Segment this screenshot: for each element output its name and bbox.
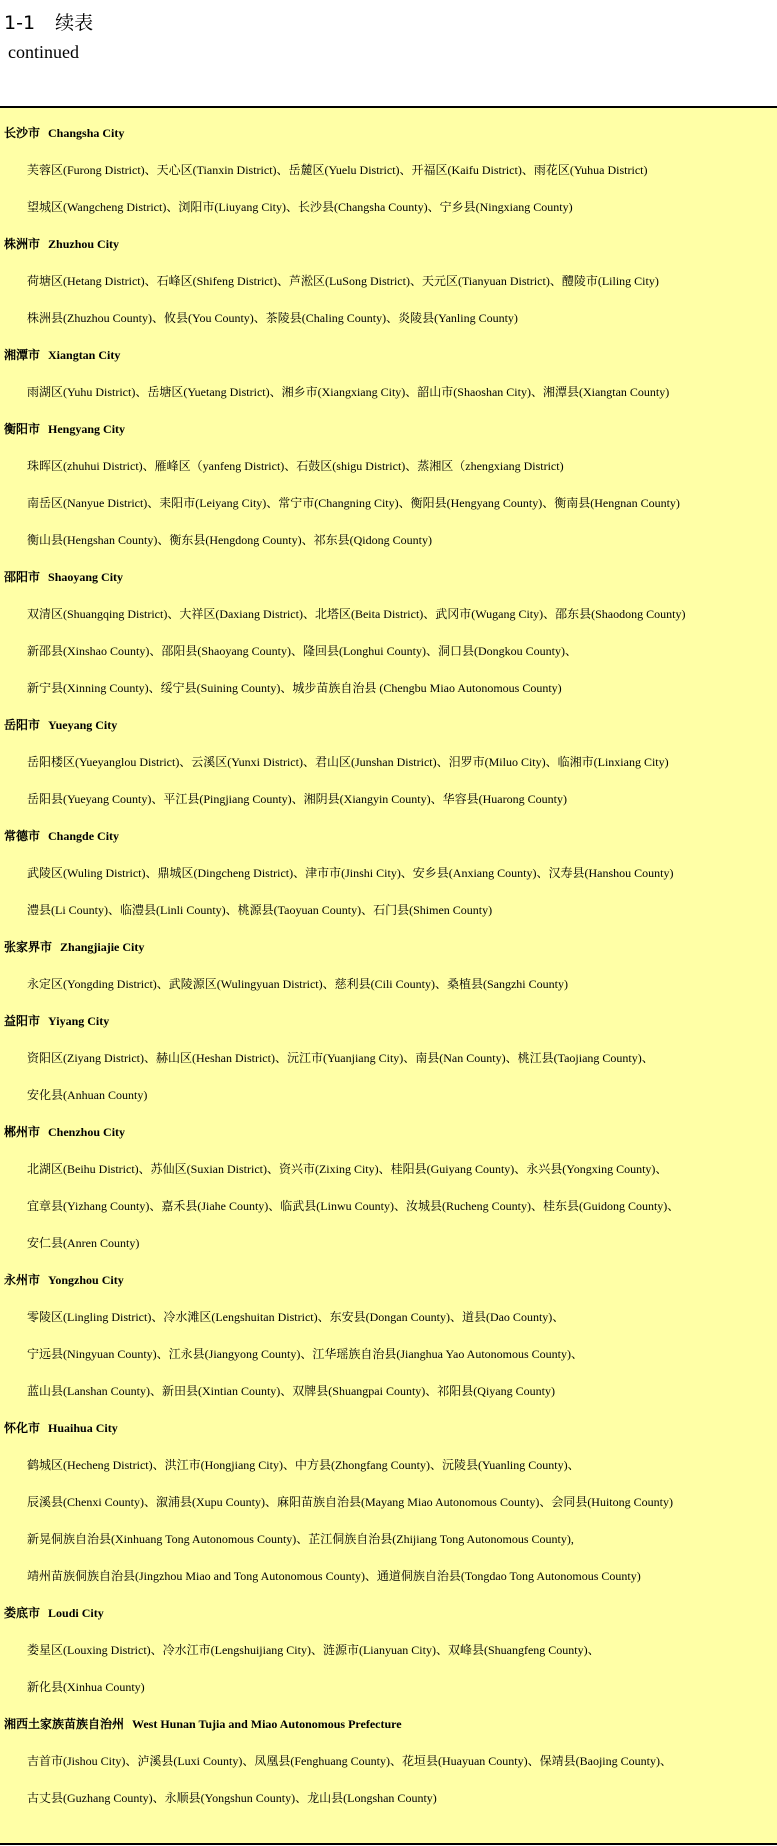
city-name-zh: 岳阳市 (4, 718, 41, 732)
district-list-line: 靖州苗族侗族自治县(Jingzhou Miao and Tong Autonomous County)、通道侗族自治县(Tongdao Tong Autonomous County) (27, 1569, 641, 1583)
district-list-line: 蓝山县(Lanshan County)、新田县(Xintian County)、双牌县(Shuangpai County)、祁阳县(Qiyang County) (27, 1384, 555, 1398)
district-list-line: 宜章县(Yizhang County)、嘉禾县(Jiahe County)、临武县(Linwu County)、汝城县(Rucheng County)、桂东县(Guidong County)、 (27, 1199, 680, 1213)
city-heading (4, 1709, 773, 1746)
city-name-zh: 湘潭市 (4, 348, 41, 362)
district-list-line: 新晃侗族自治县(Xinhuang Tong Autonomous County)、芷江侗族自治县(Zhijiang Tong Autonomous County), (27, 1532, 574, 1546)
city-name-zh: 邵阳市 (4, 570, 41, 584)
city-name-en: Yongzhou City (48, 1273, 124, 1287)
city-heading (4, 229, 773, 266)
city-name-en: Shaoyang City (48, 570, 124, 584)
district-list-line: 鹤城区(Hecheng District)、洪江市(Hongjiang City)、中方县(Zhongfang County)、沅陵县(Yuanling County)、 (27, 1458, 580, 1472)
district-list-line: 永定区(Yongding District)、武陵源区(Wulingyuan District)、慈利县(Cili County)、桑植县(Sangzhi County) (27, 977, 568, 991)
city-heading (4, 1598, 773, 1635)
district-list-line: 资阳区(Ziyang District)、赫山区(Heshan District)、沅江市(Yuanjiang City)、南县(Nan County)、桃江县(Taojiang County)、 (27, 1051, 654, 1065)
city-name-zh: 常德市 (4, 829, 41, 843)
district-list-line: 宁远县(Ningyuan County)、江永县(Jiangyong County)、江华瑶族自治县(Jianghua Yao Autonomous County)、 (27, 1347, 583, 1361)
city-heading (4, 1006, 773, 1043)
city-name-en: Changsha City (48, 126, 125, 140)
city-heading (4, 414, 773, 451)
city-name-zh: 怀化市 (4, 1421, 41, 1435)
district-list-line: 雨湖区(Yuhu District)、岳塘区(Yuetang District)、湘乡市(Xiangxiang City)、韶山市(Shaoshan City)、湘潭县(Xiangtan County) (27, 385, 670, 399)
district-list-line: 南岳区(Nanyue District)、耒阳市(Leiyang City)、常宁市(Changning City)、衡阳县(Hengyang County)、衡南县(Hengnan County) (27, 496, 680, 510)
city-name-en: Yueyang City (48, 718, 118, 732)
city-name-zh: 永州市 (4, 1273, 41, 1287)
district-list-line: 古丈县(Guzhang County)、永顺县(Yongshun County)、龙山县(Longshan County) (27, 1791, 437, 1805)
district-list-line: 安仁县(Anren County) (27, 1236, 140, 1250)
region-table (0, 106, 777, 1845)
city-name-en: Chenzhou City (48, 1125, 126, 1139)
city-name-en: Xiangtan City (48, 348, 121, 362)
district-list-line: 株洲县(Zhuzhou County)、攸县(You County)、茶陵县(Chaling County)、炎陵县(Yanling County) (27, 311, 518, 325)
city-name-zh: 株洲市 (4, 237, 41, 251)
district-list-line: 新邵县(Xinshao County)、邵阳县(Shaoyang County)、隆回县(Longhui County)、洞口县(Dongkou County)、 (27, 644, 577, 658)
city-name-en: Hengyang City (48, 422, 126, 436)
district-list-line: 岳阳楼区(Yueyanglou District)、云溪区(Yunxi District)、君山区(Junshan District)、汨罗市(Miluo City)、临湘市(Linxiang City) (27, 755, 669, 769)
district-list-line: 芙蓉区(Furong District)、天心区(Tianxin District)、岳麓区(Yuelu District)、开福区(Kaifu District)、雨花区(Yuhua District) (27, 163, 648, 177)
city-heading (4, 1265, 773, 1302)
city-name-en: Zhuzhou City (48, 237, 120, 251)
city-heading (4, 118, 773, 155)
district-list-line: 澧县(Li County)、临澧县(Linli County)、桃源县(Taoyuan County)、石门县(Shimen County) (27, 903, 493, 917)
city-heading (4, 562, 773, 599)
district-list-line: 衡山县(Hengshan County)、衡东县(Hengdong County)、祁东县(Qidong County) (27, 533, 432, 547)
city-heading (4, 932, 773, 969)
city-name-zh: 益阳市 (4, 1014, 41, 1028)
region-list (4, 118, 773, 1820)
table-subtitle: continued (8, 42, 79, 62)
table-title (4, 8, 93, 35)
city-heading (4, 1117, 773, 1154)
city-name-zh: 长沙市 (4, 126, 41, 140)
city-name-zh: 衡阳市 (4, 422, 41, 436)
district-list-line: 吉首市(Jishou City)、泸溪县(Luxi County)、凤凰县(Fenghuang County)、花垣县(Huayuan County)、保靖县(Baojing County)、 (27, 1754, 672, 1768)
district-list-line: 新化县(Xinhua County) (27, 1680, 145, 1694)
city-name-en: Yiyang City (48, 1014, 110, 1028)
district-list-line: 娄星区(Louxing District)、冷水江市(Lengshuijiang City)、涟源市(Lianyuan City)、双峰县(Shuangfeng County)、 (27, 1643, 600, 1657)
city-name-zh: 郴州市 (4, 1125, 41, 1139)
city-name-zh: 娄底市 (4, 1606, 41, 1620)
district-list-line: 珠晖区(zhuhui District)、雁峰区（yanfeng District)、石鼓区(shigu District)、蒸湘区（zhengxiang District) (27, 459, 564, 473)
city-heading (4, 1413, 773, 1450)
district-list-line: 安化县(Anhuan County) (27, 1088, 148, 1102)
city-name-en: West Hunan Tujia and Miao Autonomous Prefecture (132, 1717, 402, 1731)
city-heading (4, 340, 773, 377)
city-name-en: Zhangjiajie City (60, 940, 145, 954)
city-name-zh: 湘西土家族苗族自治州 (4, 1717, 125, 1731)
table-title-zh: 续表 (55, 12, 94, 34)
district-list-line: 新宁县(Xinning County)、绥宁县(Suining County)、城步苗族自治县 (Chengbu Miao Autonomous County) (27, 681, 562, 695)
district-list-line: 岳阳县(Yueyang County)、平江县(Pingjiang County)、湘阴县(Xiangyin County)、华容县(Huarong County) (27, 792, 567, 806)
city-heading (4, 821, 773, 858)
district-list-line: 零陵区(Lingling District)、冷水滩区(Lengshuitan District)、东安县(Dongan County)、道县(Dao County)、 (27, 1310, 565, 1324)
district-list-line: 荷塘区(Hetang District)、石峰区(Shifeng District)、芦淞区(LuSong District)、天元区(Tianyuan District)、醴陵市(Liling City) (27, 274, 659, 288)
city-name-zh: 张家界市 (4, 940, 53, 954)
city-name-en: Loudi City (48, 1606, 104, 1620)
district-list-line: 北湖区(Beihu District)、苏仙区(Suxian District)、资兴市(Zixing City)、桂阳县(Guiyang County)、永兴县(Yongxing County)、 (27, 1162, 668, 1176)
city-name-en: Changde City (48, 829, 120, 843)
table-number: 1-1 (4, 12, 36, 34)
district-list-line: 武陵区(Wuling District)、鼎城区(Dingcheng District)、津市市(Jinshi City)、安乡县(Anxiang County)、汉寿县(Hanshou County) (27, 866, 674, 880)
district-list-line: 辰溪县(Chenxi County)、溆浦县(Xupu County)、麻阳苗族自治县(Mayang Miao Autonomous County)、会同县(Huitong County) (27, 1495, 673, 1509)
city-name-en: Huaihua City (48, 1421, 118, 1435)
district-list-line: 双清区(Shuangqing District)、大祥区(Daxiang District)、北塔区(Beita District)、武冈市(Wugang City)、邵东县(Shaodong County) (27, 607, 686, 621)
city-heading (4, 710, 773, 747)
district-list-line: 望城区(Wangcheng District)、浏阳市(Liuyang City)、长沙县(Changsha County)、宁乡县(Ningxiang County) (27, 200, 573, 214)
